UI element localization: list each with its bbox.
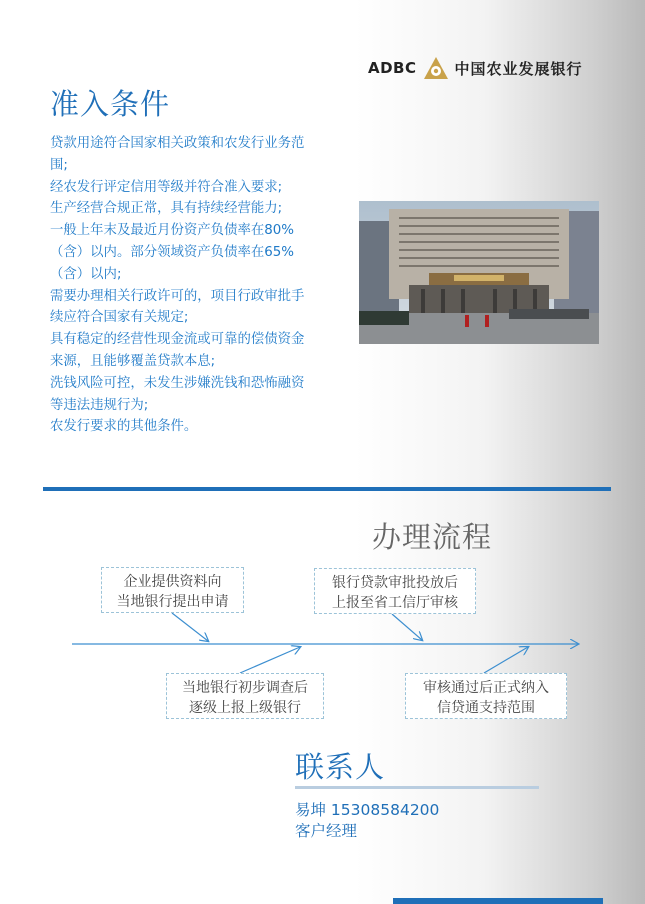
conditions-title: 准入条件 [50,87,171,121]
step-text: 银行贷款审批投放后 [332,575,458,591]
process-title: 办理流程 [372,520,493,554]
step-text: 上报至省工信厅审核 [332,595,458,611]
section-divider [43,487,611,491]
condition-line: 贷款用途符合国家相关政策和农发行业务范 [50,136,305,151]
condition-line: 生产经营合规正常，具有持续经营能力; [50,201,283,217]
step-text: 逐级上报上级银行 [189,700,301,716]
logo-bank-name: 中国农业发展银行 [454,59,583,78]
step-text: 当地银行提出申请 [116,594,229,610]
condition-line: 洗钱风险可控，未发生涉嫌洗钱和恐怖融资 [50,375,305,391]
condition-line: （含）以内; [50,266,122,282]
condition-line: 来源，且能够覆盖贷款本息; [50,353,216,369]
contact-name-phone: 易坤 15308584200 [295,801,440,819]
step-text: 企业提供资料向 [123,574,222,590]
condition-line: 农发行要求的其他条件。 [50,419,198,435]
process-step-investigation [166,673,324,719]
condition-line: 一般上年末及最近月份资产负债率在80% [50,223,295,239]
condition-line: 等违法违规行为; [50,397,149,413]
flow-arrow-step1 [172,613,208,641]
process-step-approval [314,568,476,614]
contact-underline [295,786,539,789]
bottom-accent-bar [393,898,603,904]
logo-abbr: ADBC [368,59,417,77]
flow-arrow-step4 [484,647,528,673]
condition-line: 经农发行评定信用等级并符合准入要求; [50,179,283,195]
process-step-apply [101,567,244,613]
process-step-inclusion [405,673,567,719]
step-text: 信贷通支持范围 [437,700,535,716]
bank-building-photo [359,201,599,344]
step-text: 审核通过后正式纳入 [423,680,549,696]
flow-arrow-step2 [392,614,422,640]
step-text: 当地银行初步调查后 [182,680,308,696]
condition-line: （含）以内。部分领域资产负债率在65% [50,244,295,260]
condition-line: 具有稳定的经营性现金流或可靠的偿债资金 [50,332,305,348]
contact-title: 联系人 [295,750,386,784]
conditions-list [50,133,342,438]
condition-line: 需要办理相关行政许可的，项目行政审批手 [50,288,305,304]
adbc-emblem-icon [423,56,449,80]
contact-role: 客户经理 [295,822,358,840]
condition-line: 续应符合国家有关规定; [50,310,189,326]
bank-logo [368,56,583,80]
condition-line: 围; [50,157,68,173]
flow-arrow-step3 [240,647,300,673]
